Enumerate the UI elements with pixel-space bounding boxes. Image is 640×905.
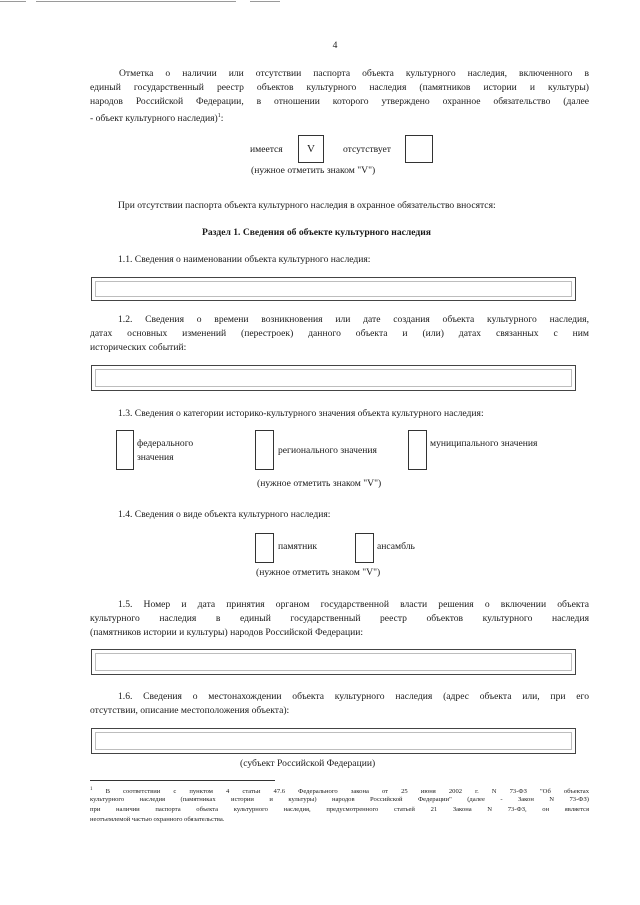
has-passport-checkbox[interactable] <box>298 135 324 163</box>
scan-mark <box>36 1 236 2</box>
item-1-4-label: 1.4. Сведения о виде объекта культурного наследия: <box>118 509 331 520</box>
absent-passport-label: отсутствует <box>343 144 391 155</box>
item-1-2-line-3: исторических событий: <box>90 342 187 353</box>
item-1-5-line-1: 1.5. Номер и дата принятия органом государственной власти решения о включении объекта <box>118 599 589 610</box>
footnote-line-4: неотъемлемой частью охранного обязательства. <box>90 816 225 823</box>
intro-line-4-text: - объект культурного наследия) <box>90 113 218 125</box>
item-1-6-line-2: отсутствии, описание местоположения объекта): <box>90 705 290 716</box>
absence-note: При отсутствии паспорта объекта культурного наследия в охранное обязательство вносятся: <box>118 200 496 211</box>
item-1-6-line-1: 1.6. Сведения о местонахождении объекта культурного наследия (адрес объекта или, при его <box>118 691 589 702</box>
scan-mark <box>0 1 26 2</box>
footnote-line-1-text: В соответствии с пунктом 4 статьи 47.6 Федерального закона от 25 июня 2002 г. N 73-ФЗ "Об объектах <box>105 788 589 796</box>
footnote-line-2: культурного наследия (памятниках истории и культуры) народов Российской Федерации" (далее - Закон N 73-ФЗ) <box>90 796 589 803</box>
monument-checkbox[interactable] <box>255 533 274 563</box>
dates-field[interactable] <box>91 365 576 391</box>
passport-hint: (нужное отметить знаком "V") <box>251 165 376 176</box>
location-field[interactable] <box>91 728 576 754</box>
monument-label: памятник <box>278 541 317 552</box>
section-title: Раздел 1. Сведения об объекте культурного наследия <box>202 227 431 238</box>
item-1-2-line-1: 1.2. Сведения о времени возникновения или дате создания объекта культурного наследия, <box>118 314 589 325</box>
subject-caption: (субъект Российской Федерации) <box>240 758 376 769</box>
federal-label-1: федерального <box>137 438 194 449</box>
item-1-5-line-2: культурного наследия в единый государственный реестр объектов культурного наследия <box>90 613 589 624</box>
scan-mark <box>250 1 280 2</box>
category-hint: (нужное отметить знаком "V") <box>257 478 382 489</box>
item-1-5-line-3: (памятников истории и культуры) народов Российской Федерации: <box>90 627 364 638</box>
footnote-ref: 1 <box>217 113 221 119</box>
item-1-3-label: 1.3. Сведения о категории историко-культурного значения объекта культурного наследия: <box>118 408 484 419</box>
page-number: 4 <box>332 40 338 51</box>
ensemble-label: ансамбль <box>377 541 415 552</box>
type-hint: (нужное отметить знаком "V") <box>256 567 381 578</box>
absent-passport-checkbox[interactable] <box>405 135 433 163</box>
regional-label: регионального значения <box>278 445 377 456</box>
intro-line-1: Отметка о наличии или отсутствии паспорта объекта культурного наследия, включенного в <box>119 68 589 79</box>
municipal-checkbox[interactable] <box>408 430 427 470</box>
check-mark: V <box>307 143 315 155</box>
regional-checkbox[interactable] <box>255 430 274 470</box>
intro-line-2: единый государственный реестр объектов культурного наследия (памятников истории и культуры) <box>90 82 589 93</box>
footnote-line-3: при наличии паспорта объекта культурного наследия, предусмотренного статьей 21 Закона N 73-ФЗ, он является <box>90 806 589 813</box>
federal-label-2: значения <box>137 452 174 463</box>
intro-line-3: народов Российской Федерации, в отношении которого утверждено охранное обязательство (далее <box>90 96 589 107</box>
footnote-mark: 1 <box>90 787 93 792</box>
item-1-1-label: 1.1. Сведения о наименовании объекта культурного наследия: <box>118 254 371 265</box>
intro-line-4-end: : <box>220 113 224 125</box>
ensemble-checkbox[interactable] <box>355 533 374 563</box>
municipal-label: муниципального значения <box>430 438 538 449</box>
name-field[interactable] <box>91 277 576 301</box>
has-passport-label: имеется <box>250 144 283 155</box>
federal-checkbox[interactable] <box>116 430 134 470</box>
footnote-divider <box>90 780 275 781</box>
item-1-2-line-2: датах основных изменений (перестроек) данного объекта и (или) датах связанных с ним <box>90 328 589 339</box>
intro-line-4 <box>90 109 223 126</box>
registry-decision-field[interactable] <box>91 649 576 675</box>
